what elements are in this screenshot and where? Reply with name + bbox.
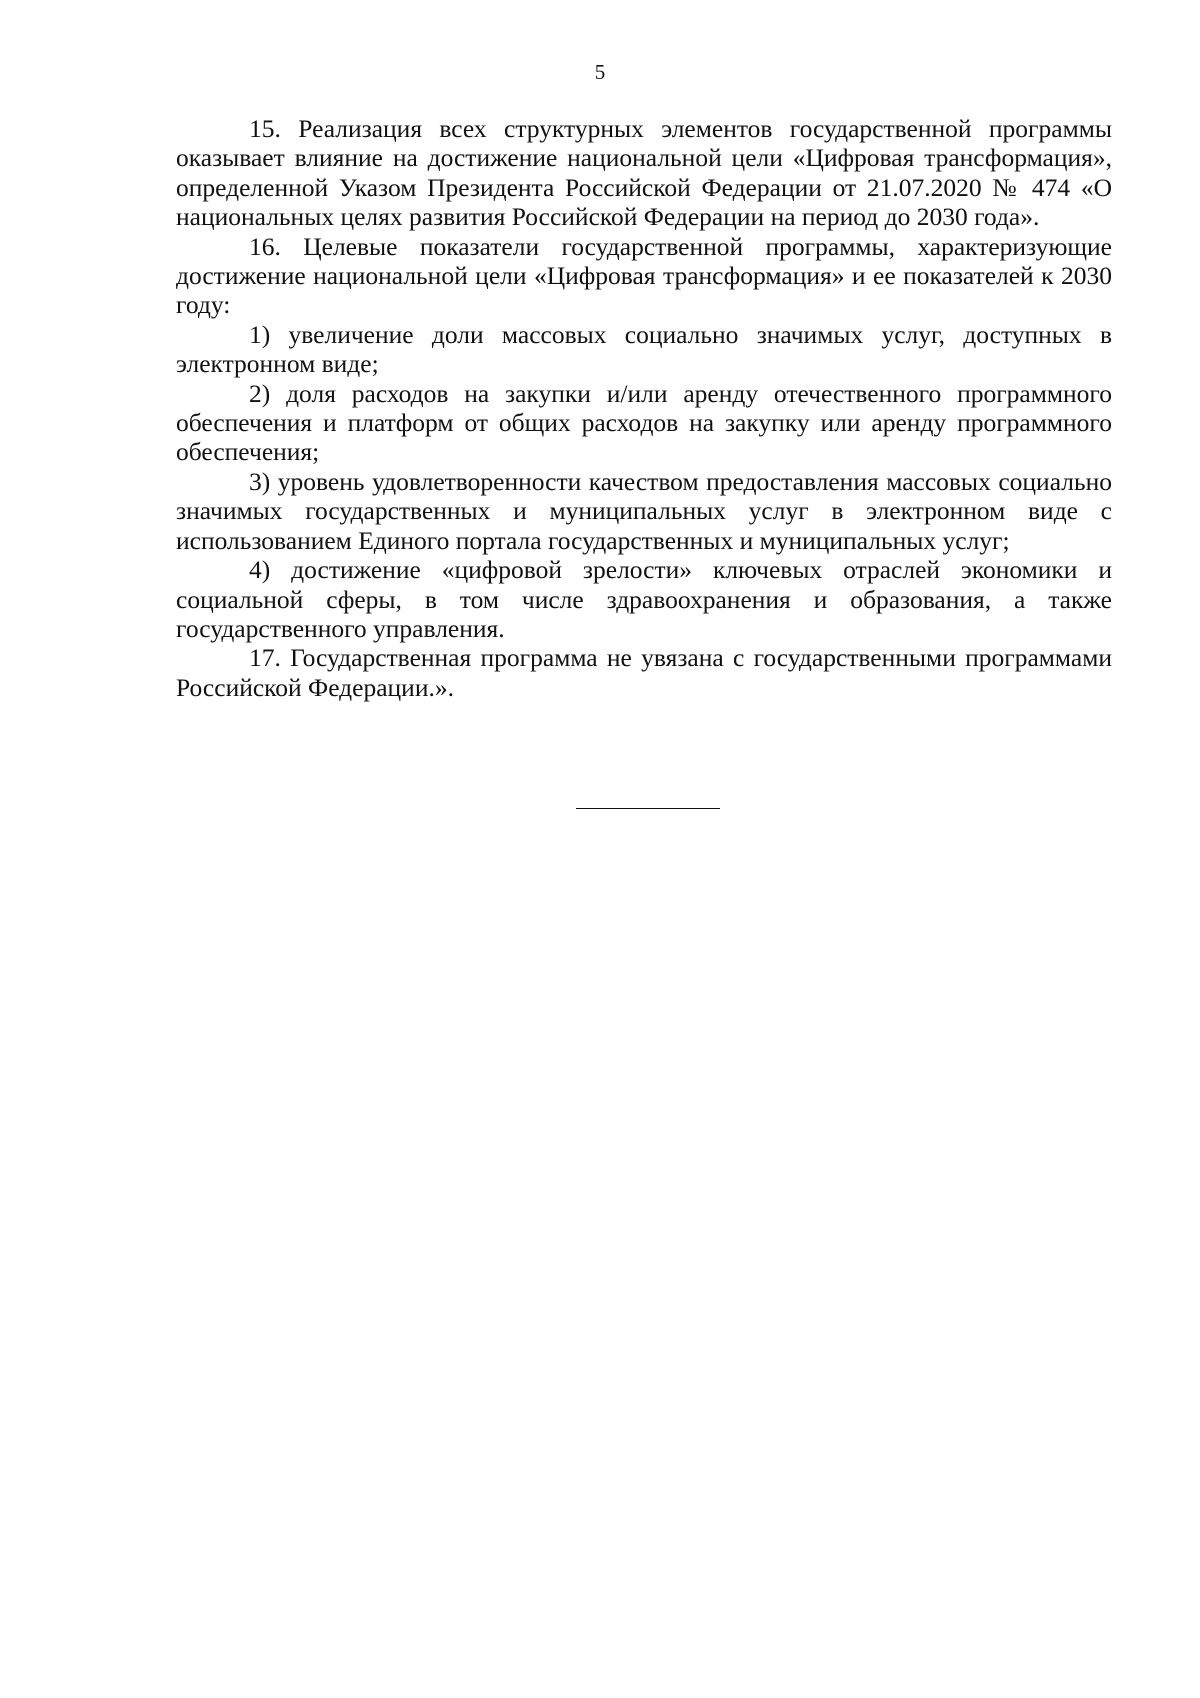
- paragraph-17: 17. Государственная программа не увязана с государственными программами Российской Федерации.».: [176, 643, 1112, 702]
- paragraph-16: 16. Целевые показатели государственной программы, характеризующие достижение национальной цели «Цифровая трансформация» и ее показателей к 2030 году:: [176, 231, 1112, 320]
- end-of-text-rule: [576, 808, 720, 809]
- page-number: 5: [594, 60, 606, 84]
- list-item-2: 2) доля расходов на закупки и/или аренду отечественного программного обеспечения и платформ от общих расходов на закупку или аренду программного обеспечения;: [176, 378, 1112, 467]
- list-item-3: 3) уровень удовлетворенности качеством предоставления массовых социально значимых государственных и муниципальных услуг в электронном виде с использованием Единого портала государственных и муниципальных услуг;: [176, 466, 1112, 555]
- paragraph-15: 15. Реализация всех структурных элементов государственной программы оказывает влияние на достижение национальной цели «Цифровая трансформация», определенной Указом Президента Российской Федерации от 21.07.2020 № 474 «О национальных целях развития Российской Федерации на период до 2030 года».: [176, 114, 1112, 232]
- list-item-4: 4) достижение «цифровой зрелости» ключевых отраслей экономики и социальной сферы, в том числе здравоохранения и образования, а также государственного управления.: [176, 555, 1112, 643]
- document-body: [176, 114, 1112, 702]
- list-item-1: 1) увеличение доли массовых социально значимых услуг, доступных в электронном виде;: [176, 319, 1112, 379]
